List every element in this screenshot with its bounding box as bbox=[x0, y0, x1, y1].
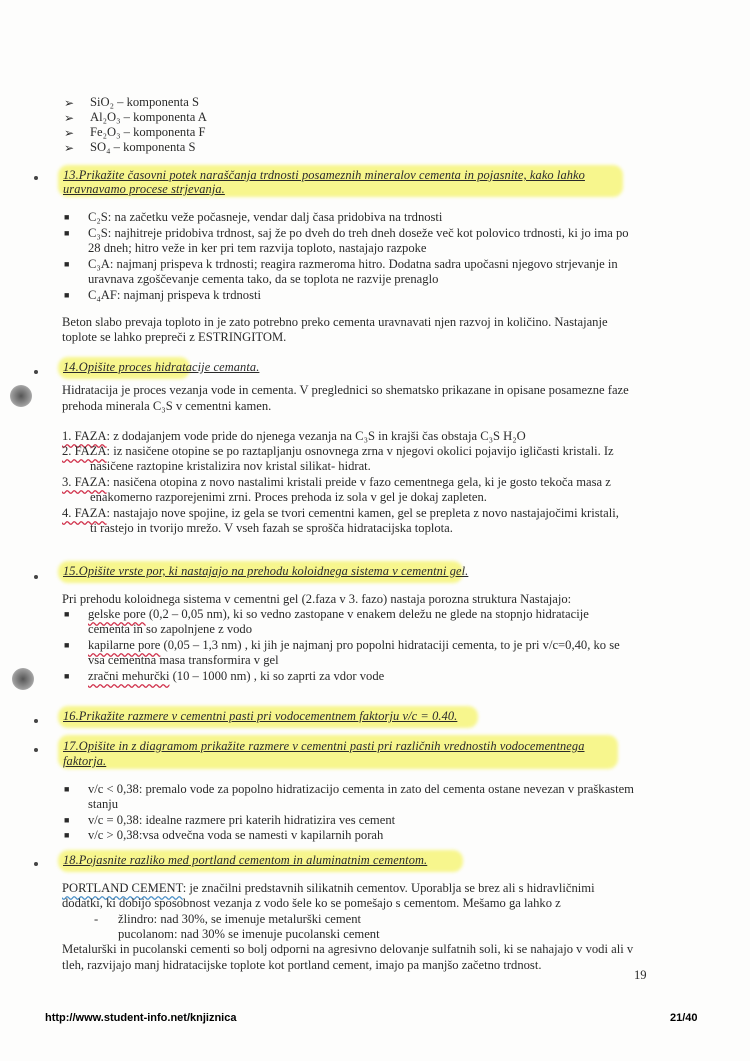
arrow-bullet-icon: ➢ bbox=[64, 126, 75, 140]
paragraph: Metalurški in pucolanski cementi so bolj odporni na agresivno delovanje sulfatnih soli, ki se nahajajo v vodi ali v bbox=[62, 942, 634, 956]
paragraph: Pri prehodu koloidnega sistema v cementni gel (2.faza v 3. fazo) nastaja porozna struktura Nastajajo: bbox=[62, 592, 572, 606]
margin-dot bbox=[34, 748, 38, 752]
paragraph: prehoda minerala C₃S v cementni kamen. bbox=[62, 399, 272, 413]
bullet-icon: ■ bbox=[64, 212, 70, 222]
paragraph: tleh, razvijajo manj hidratacijske toplote kot portland cement, imajo pa manjšo začetno trdnost. bbox=[62, 958, 542, 972]
question-13-heading: 13.Prikažite časovni potek naraščanja trdnosti posameznih mineralov cementa in pojasnite, kako lahko bbox=[63, 168, 585, 182]
question-14-heading: 14.Opišite proces hidratacije cemanta. bbox=[63, 360, 260, 374]
bullet-icon: ■ bbox=[64, 640, 70, 650]
list-item: C₄AF: najmanj prispeva k trdnosti bbox=[88, 288, 261, 302]
phase-item: 4. FAZA: nastajajo nove spojine, iz gela se tvori cementni kamen, gel se prepleta z novo nastajajočimi kristali, bbox=[62, 506, 619, 520]
list-item: v/c = 0,38: idealne razmere pri katerih hidratizira ves cement bbox=[88, 813, 396, 827]
list-item: žlindro: nad 30%, se imenuje metalurški cement bbox=[118, 912, 362, 926]
list-item: C₃A: najmanj prispeva k trdnosti; reagira razmeroma hitro. Dodatna sadra upočasni njegovo strjevanje in bbox=[88, 257, 618, 271]
phase-item: 3. FAZA: nasičena otopina z novo nastalimi kristali preide v fazo cementnega gela, ki je gosto tekoča masa z bbox=[62, 475, 611, 489]
bullet-icon: ■ bbox=[64, 784, 70, 794]
list-item: pucolanom: nad 30% se imenuje pucolanski cement bbox=[118, 927, 380, 941]
phase-item-cont: nasičene raztopine kristalizira nov kristal silikat- hidrat. bbox=[90, 459, 371, 473]
question-13-heading: uravnavamo procese strjevanja. bbox=[63, 182, 225, 196]
bullet-icon: ■ bbox=[64, 290, 70, 300]
component-item: SiO₂ – komponenta S bbox=[90, 95, 199, 109]
bullet-icon: ■ bbox=[64, 671, 70, 681]
bullet-icon: ■ bbox=[64, 228, 70, 238]
dash-bullet: - bbox=[94, 912, 99, 926]
paragraph: Hidratacija je proces vezanja vode in cementa. V preglednici so shematsko prikazane in opisane posamezne faze bbox=[62, 383, 629, 397]
phase-item: 2. FAZA: iz nasičene otopine se po raztapljanju osnovnega zrna v njegovi okolici pojavijo igličasti kristali. Iz bbox=[62, 444, 614, 458]
paragraph: dodatki, ki dobijo sposobnost vezanja z vodo šele ko se pomešajo s cementom. Mešamo ga lahko z bbox=[62, 896, 561, 910]
margin-dot bbox=[34, 719, 38, 723]
bullet-icon: ■ bbox=[64, 609, 70, 619]
phase-item-cont: ti rastejo in tvorijo mrežo. V vseh fazah se sprošča hidratacijska toplota. bbox=[90, 521, 453, 535]
question-16-heading: 16.Prikažite razmere v cementni pasti pri vodocementnem faktorju v/c = 0.40. bbox=[63, 709, 458, 723]
list-item: C₃S: najhitreje pridobiva trdnost, saj že po dveh do treh dneh doseže več kot polovico trdnosti, ki jo ima po bbox=[88, 226, 629, 240]
margin-dot bbox=[34, 176, 38, 180]
bullet-icon: ■ bbox=[64, 815, 70, 825]
pore-item: gelske pore (0,2 – 0,05 nm), ki so vedno zastopane v enakem deležu ne glede na stopnjo hidratacije bbox=[88, 607, 589, 621]
list-item: stanju bbox=[88, 797, 119, 811]
question-15-heading: 15.Opišite vrste por, ki nastajajo na prehodu koloidnega sistema v cementni gel. bbox=[63, 564, 469, 578]
component-item: SO₄ – komponenta S bbox=[90, 140, 196, 154]
footer-page-count: 21/40 bbox=[670, 1012, 698, 1024]
pore-item: kapilarne pore (0,05 – 1,3 nm) , ki jih je najmanj pro popolni hidrataciji cementa, to je pri v/c=0,40, ko se bbox=[88, 638, 620, 652]
phase-item-cont: enakomerno razporejenimi zrni. Proces prehoda iz sola v gel je dokaj zapleten. bbox=[90, 490, 487, 504]
question-17-heading: faktorja. bbox=[63, 754, 107, 768]
punch-hole bbox=[12, 668, 34, 690]
paragraph: PORTLAND CEMENT: je značilni predstavnih silikatnih cementov. Uporablja se brez ali s hidravličnimi bbox=[62, 881, 595, 895]
margin-dot bbox=[34, 575, 38, 579]
arrow-bullet-icon: ➢ bbox=[64, 111, 75, 125]
margin-dot bbox=[34, 862, 38, 866]
arrow-bullet-icon: ➢ bbox=[64, 141, 75, 155]
list-item: 28 dneh; hitro veže in ker pri tem razvija toploto, nastajajo razpoke bbox=[88, 241, 427, 255]
footer-url[interactable]: http://www.student-info.net/knjiznica bbox=[45, 1012, 237, 1024]
phase-item: 1. FAZA: z dodajanjem vode pride do njenega vezanja na C₃S in krajši čas obstaja C₃S H₂O bbox=[62, 429, 526, 443]
component-item: Fe₂O₃ – komponenta F bbox=[90, 125, 206, 139]
list-item: v/c > 0,38:vsa odvečna voda se namesti v kapilarnih porah bbox=[88, 828, 384, 842]
pore-item-cont: cementa in so zapolnjene z vodo bbox=[88, 622, 253, 636]
component-item: Al₂O₃ – komponenta A bbox=[90, 110, 207, 124]
question-17-heading: 17.Opišite in z diagramom prikažite razmere v cementni pasti pri različnih vrednostih vodocementnega bbox=[63, 739, 585, 753]
list-item: uravnava zgoščevanje cementa tako, da se toplota ne razvije prenaglo bbox=[88, 272, 439, 286]
margin-dot bbox=[34, 370, 38, 374]
arrow-bullet-icon: ➢ bbox=[64, 96, 75, 110]
question-18-heading: 18.Pojasnite razliko med portland cementom in aluminatnim cementom. bbox=[63, 853, 428, 867]
bullet-icon: ■ bbox=[64, 830, 70, 840]
list-item: v/c < 0,38: premalo vode za popolno hidratizacijo cementa in zato del cementa ostane nevezan v praškastem bbox=[88, 782, 634, 796]
bullet-icon: ■ bbox=[64, 259, 70, 269]
list-item: C₂S: na začetku veže počasneje, vendar dalj časa pridobiva na trdnosti bbox=[88, 210, 443, 224]
paragraph: toplote se lahko prepreči z ESTRINGITOM. bbox=[62, 330, 287, 344]
pore-item: zračni mehurčki (10 – 1000 nm) , ki so zaprti za vdor vode bbox=[88, 669, 385, 683]
paragraph: Beton slabo prevaja toploto in je zato potrebno preko cementa uravnavati njen razvoj in količino. Nastajanje bbox=[62, 315, 608, 329]
page-number: 19 bbox=[634, 968, 647, 982]
pore-item-cont: vsa cementna masa transformira v gel bbox=[88, 653, 279, 667]
punch-hole bbox=[10, 385, 32, 407]
